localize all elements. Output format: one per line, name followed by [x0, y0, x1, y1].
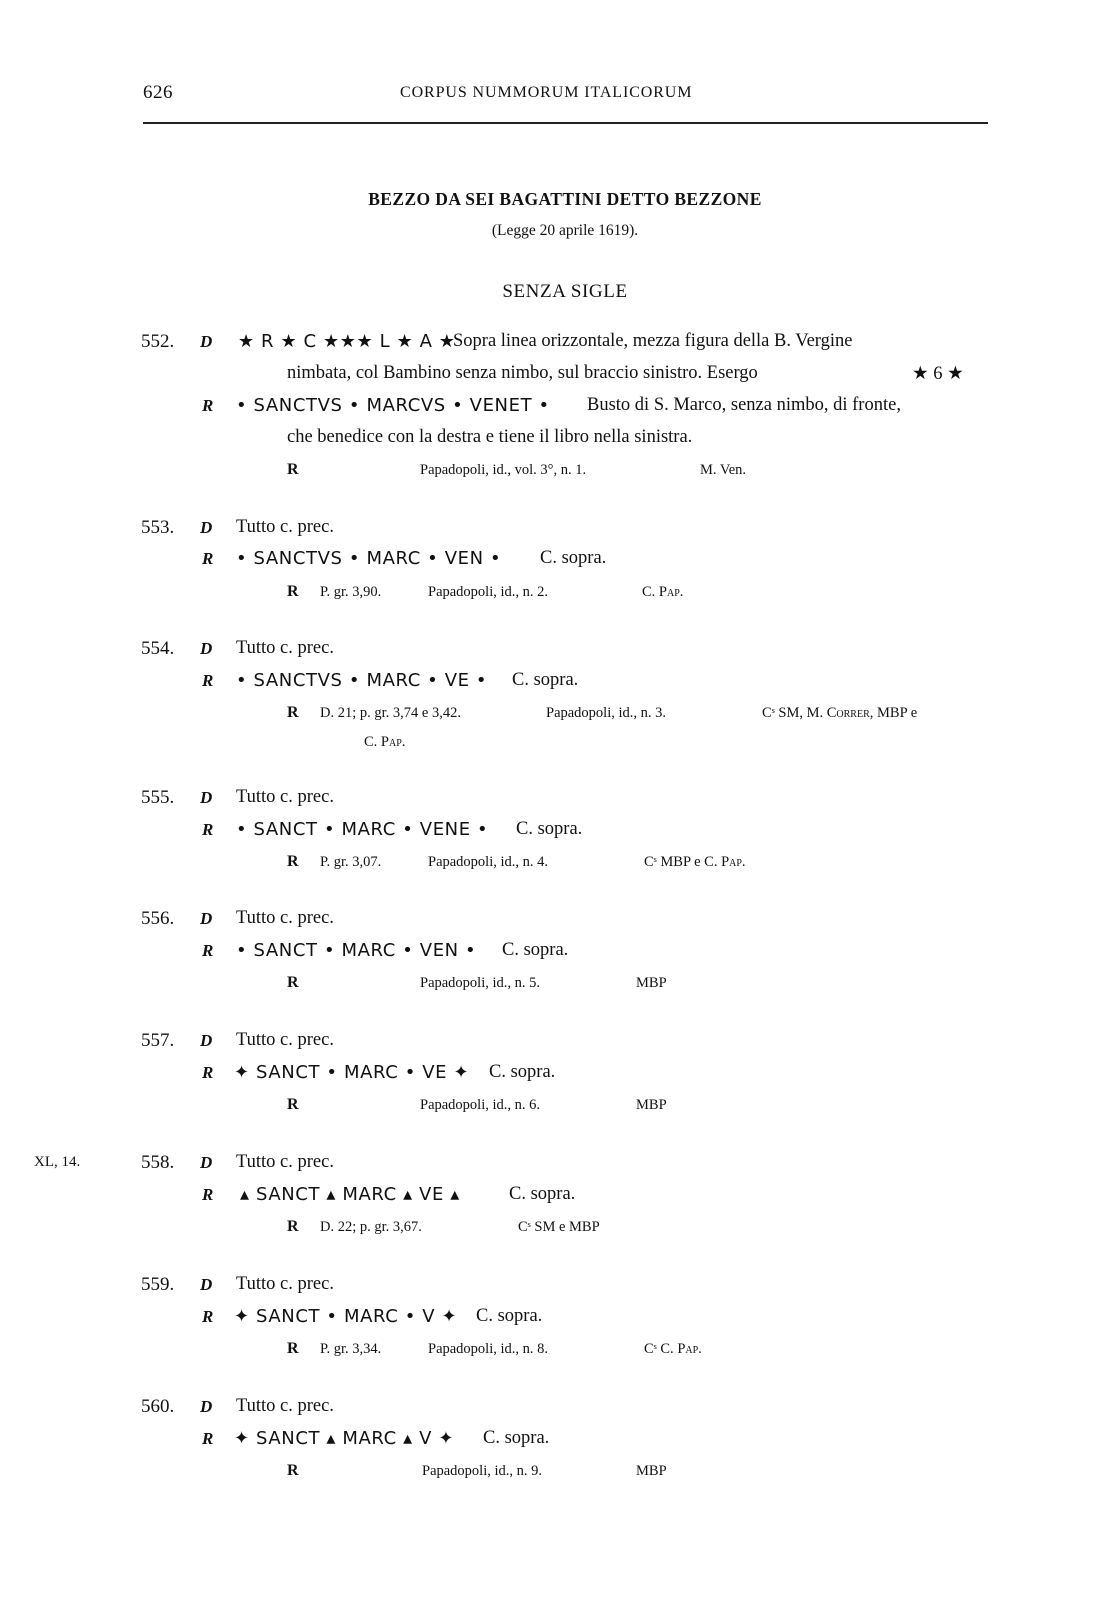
- obverse-description: Tutto c. prec.: [236, 908, 334, 928]
- collection-cont: [364, 734, 405, 751]
- weight: D. 21; p. gr. 3,74 e 3,42.: [320, 705, 461, 721]
- obverse-symbol: D: [200, 788, 213, 807]
- obverse-symbol: D: [200, 639, 213, 658]
- reverse-description: C. sopra.: [489, 1062, 556, 1082]
- reverse-symbol: R: [202, 820, 214, 839]
- reverse-description: C. sopra.: [502, 940, 569, 960]
- obverse-description: Tutto c. prec.: [236, 638, 334, 658]
- obverse-description: Tutto c. prec.: [236, 1030, 334, 1050]
- obverse-symbol: D: [200, 1397, 213, 1416]
- obverse-symbol: D: [200, 909, 213, 928]
- reverse-description: C. sopra.: [516, 819, 583, 839]
- section-title: BEZZO DA SEI BAGATTINI DETTO BEZZONE: [368, 189, 762, 209]
- exergue: ★ 6 ★: [912, 364, 964, 384]
- collection-name: Pap.: [658, 584, 684, 600]
- collection: MBP: [636, 1463, 667, 1479]
- obverse-symbol: D: [200, 332, 213, 351]
- entry-number: 554.: [141, 638, 175, 659]
- plate-reference: XL, 14.: [34, 1154, 81, 1170]
- reference: Papadopoli, id., n. 8.: [428, 1341, 549, 1357]
- reverse-description: C. sopra.: [540, 548, 607, 568]
- collection-prefix: C.: [642, 584, 656, 600]
- collection-prefix: Cˢ MBP e C.: [644, 854, 718, 870]
- collection-prefix: C.: [364, 734, 378, 750]
- reverse-legend: • SANCT • MARC • VEN •: [236, 940, 477, 961]
- collection: MBP: [636, 975, 667, 991]
- entry-number: 560.: [141, 1396, 175, 1417]
- weight: D. 22; p. gr. 3,67.: [320, 1219, 422, 1235]
- obverse-description: Tutto c. prec.: [236, 787, 334, 807]
- collection-prefix: Cˢ C.: [644, 1341, 674, 1357]
- rarity: R: [287, 461, 299, 478]
- collection-part: , MBP e: [869, 705, 918, 721]
- collection: [762, 705, 917, 722]
- collection-name: Correr: [826, 705, 870, 721]
- rarity: R: [287, 974, 299, 991]
- reverse-symbol: R: [202, 396, 214, 415]
- weight: P. gr. 3,34.: [320, 1341, 382, 1357]
- rarity: R: [287, 1218, 299, 1235]
- rarity: R: [287, 853, 299, 870]
- reverse-symbol: R: [202, 671, 214, 690]
- reference: Papadopoli, id., n. 3.: [546, 705, 667, 721]
- reference: Papadopoli, id., n. 5.: [420, 975, 541, 991]
- obverse-symbol: D: [200, 1275, 213, 1294]
- header-rule: [143, 122, 988, 124]
- obverse-description: Sopra linea orizzontale, mezza figura della B. Vergine: [453, 331, 853, 351]
- reverse-description: Busto di S. Marco, senza nimbo, di fronte,: [587, 395, 901, 415]
- reference: Papadopoli, id., vol. 3°, n. 1.: [420, 462, 587, 478]
- reverse-description: C. sopra.: [483, 1428, 550, 1448]
- entry-number: 557.: [141, 1030, 175, 1051]
- obverse-description: Tutto c. prec.: [236, 1396, 334, 1416]
- reverse-legend: ▴ SANCT ▴ MARC ▴ VE ▴: [240, 1184, 460, 1205]
- reverse-symbol: R: [202, 941, 214, 960]
- rarity: R: [287, 704, 299, 721]
- obverse-symbol: D: [200, 1031, 213, 1050]
- reverse-legend: • SANCT • MARC • VENE •: [236, 819, 489, 840]
- entry-number: 559.: [141, 1274, 175, 1295]
- section-subtitle: (Legge 20 aprile 1619).: [491, 222, 639, 239]
- page-number: 626: [143, 82, 173, 103]
- subsection-heading: SENZA SIGLE: [502, 281, 628, 302]
- weight: P. gr. 3,90.: [320, 584, 382, 600]
- rarity: R: [287, 1096, 299, 1113]
- reverse-description: C. sopra.: [476, 1306, 543, 1326]
- rarity: R: [287, 1340, 299, 1357]
- collection: [644, 854, 746, 871]
- rarity: R: [287, 1462, 299, 1479]
- reverse-description: C. sopra.: [512, 670, 579, 690]
- collection: M. Ven.: [700, 462, 747, 478]
- collection: Cˢ SM e MBP: [518, 1219, 600, 1235]
- reverse-legend: ✦ SANCT ▴ MARC ▴ V ✦: [234, 1428, 455, 1449]
- reverse-legend: • SANCTVS • MARCVS • VENET •: [236, 395, 550, 416]
- collection-name: Pap.: [677, 1341, 702, 1357]
- collection-part: Cˢ SM, M.: [762, 705, 824, 721]
- obverse-description: Tutto c. prec.: [236, 517, 334, 537]
- obverse-legend: ★ R ★ C ★★★ L ★ A ★: [238, 331, 456, 352]
- reverse-symbol: R: [202, 1307, 214, 1326]
- collection: MBP: [636, 1097, 667, 1113]
- obverse-description: Tutto c. prec.: [236, 1152, 334, 1172]
- entry-number: 555.: [141, 787, 175, 808]
- reverse-description: C. sopra.: [509, 1184, 576, 1204]
- rarity: R: [287, 583, 299, 600]
- reverse-legend: • SANCTVS • MARC • VE •: [236, 670, 488, 691]
- reverse-description-cont: che benedice con la destra e tiene il libro nella sinistra.: [287, 427, 693, 447]
- collection: [644, 1341, 702, 1358]
- reverse-symbol: R: [202, 1429, 214, 1448]
- collection-name: Pap.: [721, 854, 746, 870]
- reverse-symbol: R: [202, 549, 214, 568]
- reference: Papadopoli, id., n. 4.: [428, 854, 549, 870]
- reference: Papadopoli, id., n. 6.: [420, 1097, 541, 1113]
- running-title: CORPUS NUMMORUM ITALICORUM: [400, 84, 693, 101]
- collection: [642, 584, 683, 601]
- reverse-symbol: R: [202, 1063, 214, 1082]
- reverse-symbol: R: [202, 1185, 214, 1204]
- reverse-legend: • SANCTVS • MARC • VEN •: [236, 548, 502, 569]
- weight: P. gr. 3,07.: [320, 854, 382, 870]
- obverse-description: Tutto c. prec.: [236, 1274, 334, 1294]
- reference: Papadopoli, id., n. 9.: [422, 1463, 543, 1479]
- entry-number: 558.: [141, 1152, 175, 1173]
- entry-number: 553.: [141, 517, 175, 538]
- entry-number: 552.: [141, 331, 175, 352]
- reverse-legend: ✦ SANCT • MARC • V ✦: [234, 1306, 458, 1327]
- collection-name: Pap.: [380, 734, 406, 750]
- obverse-description-cont: nimbata, col Bambino senza nimbo, sul braccio sinistro. Esergo: [287, 363, 758, 383]
- reference: Papadopoli, id., n. 2.: [428, 584, 549, 600]
- obverse-symbol: D: [200, 1153, 213, 1172]
- reverse-legend: ✦ SANCT • MARC • VE ✦: [234, 1062, 470, 1083]
- entry-number: 556.: [141, 908, 175, 929]
- obverse-symbol: D: [200, 518, 213, 537]
